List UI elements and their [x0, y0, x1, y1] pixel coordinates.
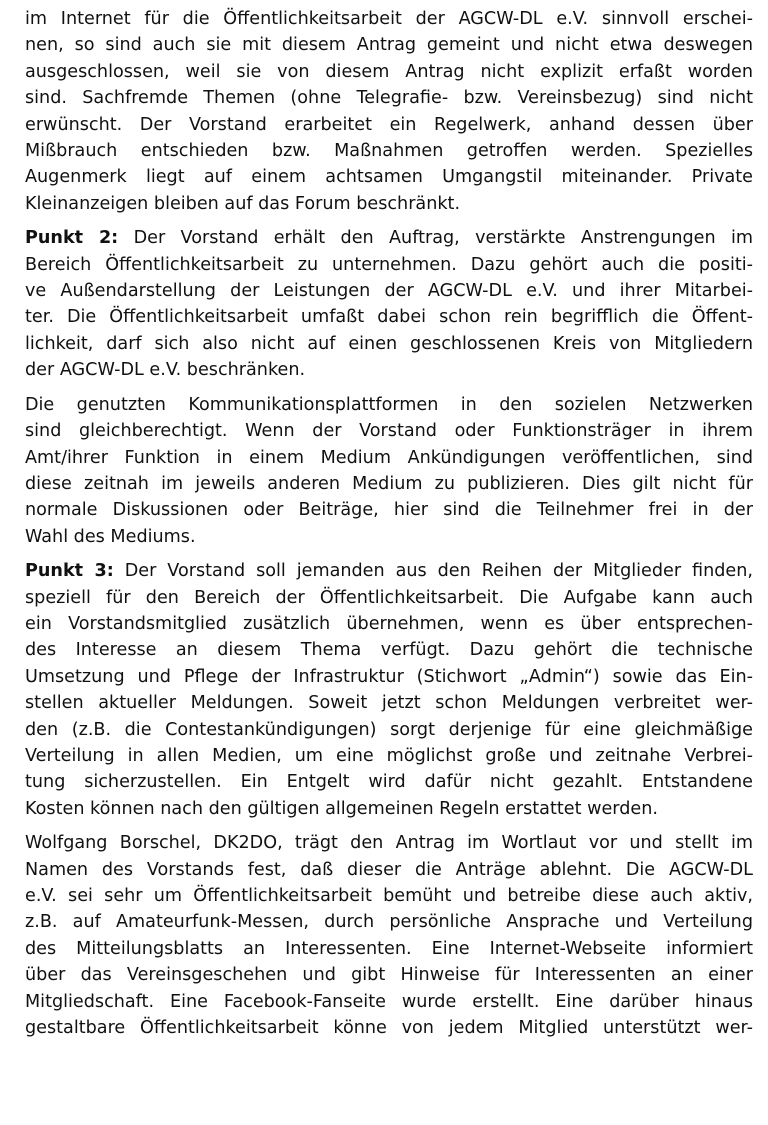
text-line: Umsetzung und Pflege der Infrastruktur (Stichwort „Admin“) sowie das Ein- [25, 666, 753, 687]
text-line: Namen des Vorstands fest, daß dieser die Anträge ablehnt. Die AGCW-DL [25, 859, 753, 880]
text-line: des Mitteilungsblatts an Interessenten. Eine Internet-Webseite informiert [25, 938, 753, 959]
text-line: ter. Die Öffentlichkeitsarbeit umfaßt dabei schon rein begrifflich die Öffent- [25, 307, 753, 328]
text-line: tung sicherzustellen. Ein Entgelt wird dafür nicht gezahlt. Entstandene [25, 772, 753, 793]
text-line: Augenmerk liegt auf einem achtsamen Umgangstil miteinander. Private [25, 167, 753, 188]
text-line: der AGCW-DL e.V. beschränken. [25, 360, 306, 381]
text-line: Amt/ihrer Funktion in einem Medium Ankündigungen veröffentlichen, sind [25, 447, 753, 468]
text-line: erwünscht. Der Vorstand erarbeitet ein Regelwerk, anhand dessen über [25, 114, 753, 135]
paragraph-platforms [25, 392, 753, 550]
text-line: e.V. sei sehr um Öffentlichkeitsarbeit bemüht und betreibe diese auch aktiv, [25, 886, 753, 906]
text-line: Der Vorstand erhält den Auftrag, verstärkte Anstrengungen im [118, 228, 753, 249]
punkt-2-label: Punkt 2: [25, 228, 119, 249]
text-line: über das Vereinsgeschehen und gibt Hinweise für Interessenten an einer [25, 965, 753, 986]
text-line: Verteilung in allen Medien, um eine möglichst große und zeitnahe Verbrei- [25, 745, 753, 766]
text-line: ve Außendarstellung der Leistungen der AGCW-DL e.V. und ihrer Mitarbei- [25, 281, 753, 302]
text-line: Die genutzten Kommunikationsplattformen in den sozielen Netzwerken [25, 394, 753, 415]
text-line: gestaltbare Öffentlichkeitsarbeit könne von jedem Mitglied unterstützt wer- [25, 1018, 753, 1039]
text-line: z.B. auf Amateurfunk-Messen, durch persönliche Ansprache und Verteilung [25, 912, 753, 933]
text-line-first [25, 558, 753, 584]
text-line: Mitgliedschaft. Eine Facebook-Fanseite wurde erstellt. Eine darüber hinaus [25, 991, 753, 1012]
text-line: Der Vorstand soll jemanden aus den Reihen der Mitglieder finden, [113, 561, 753, 582]
paragraph-punkt-3 [25, 558, 753, 822]
text-line: des Interesse an diesem Thema verfügt. Dazu gehört die technische [25, 640, 753, 661]
document-page [25, 6, 753, 1049]
text-line: Bereich Öffentlichkeitsarbeit zu unternehmen. Dazu gehört auch die positi- [25, 254, 753, 275]
text-line: speziell für den Bereich der Öffentlichkeitsarbeit. Die Aufgabe kann auch [25, 587, 753, 608]
paragraph-borschel [25, 830, 753, 1041]
text-line: Wolfgang Borschel, DK2DO, trägt den Antrag im Wortlaut vor und stellt im [25, 833, 753, 854]
punkt-3-label: Punkt 3: [25, 561, 114, 582]
text-line: Mißbrauch entschieden bzw. Maßnahmen getroffen werden. Spezielles [25, 141, 753, 162]
paragraph-intro [25, 6, 753, 217]
text-line: ausgeschlossen, weil sie von diesem Antrag nicht explizit erfaßt worden [25, 61, 753, 82]
text-line: sind. Sachfremde Themen (ohne Telegrafie- bzw. Vereinsbezug) sind nicht [25, 88, 753, 109]
text-line: lichkeit, darf sich also nicht auf einen geschlossenen Kreis von Mitgliedern [25, 333, 753, 354]
text-line: im Internet für die Öffentlichkeitsarbeit der AGCW-DL e.V. sinnvoll erschei- [25, 9, 753, 29]
text-line: diese zeitnah im jeweils anderen Medium zu publizieren. Dies gilt nicht für [25, 473, 753, 494]
text-line: den (z.B. die Contestankündigungen) sorgt derjenige für eine gleichmäßige [25, 719, 753, 740]
text-line-first [25, 225, 753, 251]
paragraph-punkt-2 [25, 225, 753, 383]
text-line: ein Vorstandsmitglied zusätzlich übernehmen, wenn es über entsprechen- [25, 613, 753, 634]
text-line: stellen aktueller Meldungen. Soweit jetzt schon Meldungen verbreitet wer- [25, 693, 753, 714]
text-line: Wahl des Mediums. [25, 526, 196, 547]
text-line: Kosten können nach den gültigen allgemeinen Regeln erstattet werden. [25, 798, 658, 819]
text-line: normale Diskussionen oder Beiträge, hier sind die Teilnehmer frei in der [25, 500, 753, 521]
text-line: Kleinanzeigen bleiben auf das Forum beschränkt. [25, 193, 461, 214]
text-line: sind gleichberechtigt. Wenn der Vorstand oder Funktionsträger in ihrem [25, 421, 753, 442]
text-line: nen, so sind auch sie mit diesem Antrag gemeint und nicht etwa deswegen [25, 35, 753, 56]
